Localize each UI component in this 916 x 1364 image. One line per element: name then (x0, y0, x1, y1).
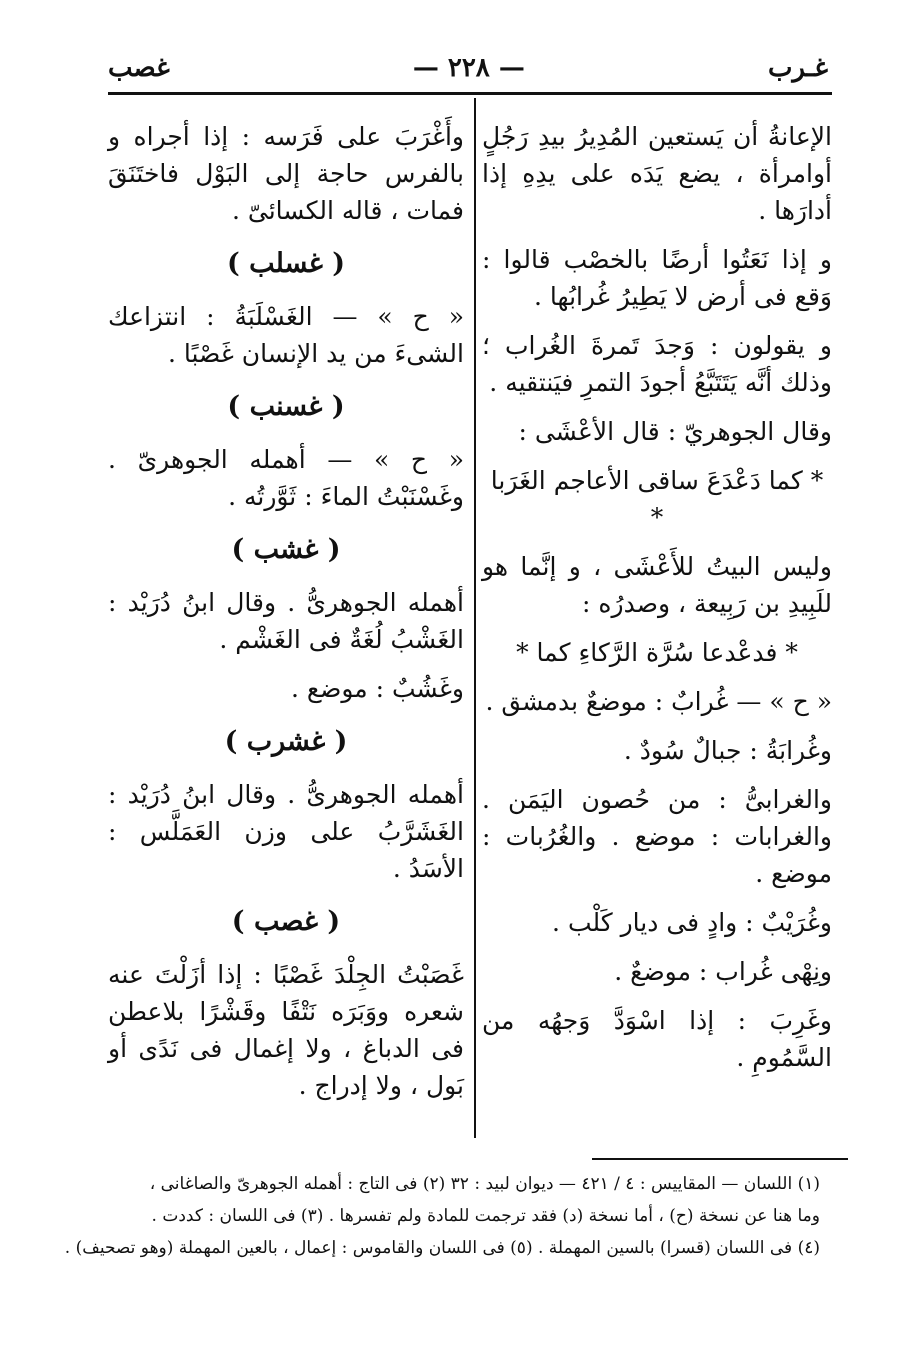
paragraph: و إذا نَعَتُوا أرضًا بالخصْب قالوا : وَقع فى أرض لا يَطِيرُ غُرابُها . (482, 245, 832, 311)
paragraph: وغَشُبٌ : موضع . (290, 674, 464, 703)
header-rule (108, 92, 832, 95)
verse: * كما دَعْدَعَ ساقى الأعاجم الغَرَبا * (490, 466, 824, 532)
page-number: — ٢٢٨ — (412, 53, 525, 83)
header-root-left: غصب (108, 53, 170, 83)
entry-heading: ( غسلب ) (226, 248, 345, 279)
entry-heading: ( غشرب ) (224, 726, 348, 757)
column-divider (474, 98, 476, 1138)
paragraph: الإعانةُ أن يَستعين المُدِيرُ بيدِ رَجُلٍ أوامرأة ، يضع يَدَه على يدِهِ إذا أدارَها . (482, 122, 832, 225)
footnote-line: (١) اللسان — المقاييس : ٤ / ٤٢١ — ديوان لبيد : ٣٢ (٢) فى التاج : أهمله الجوهرىّ والصاغانى ، (149, 1174, 820, 1194)
paragraph: وغَرِبَ : إذا اسْوَدَّ وَجهُه من السَّمُومِ . (482, 1006, 832, 1072)
right-column (482, 118, 832, 1088)
paragraph: وغُرَيْبٌ : وادٍ فى ديار كَلْب . (552, 908, 832, 937)
paragraph: أهمله الجوهرىُّ . وقال ابنُ دُرَيْد : الغَشْبُ لُغَةٌ فى الغَشْم . (108, 588, 464, 654)
paragraph: أهمله الجوهرىُّ . وقال ابنُ دُرَيْد : الغَشَرَّبُ على وزن العَمَلَّس : الأسَدُ . (108, 780, 464, 883)
paragraph: والغرابىُّ : من حُصون اليَمَن . والغرابات : موضع . والغُرُبات : موضع . (482, 785, 832, 888)
paragraph: « ح » — أهمله الجوهرىّ . وغَسْنَبْتُ الماءَ : ثَوَّرتُه . (108, 445, 464, 511)
paragraph: وقال الجوهريّ : قال الأعْشَى : (518, 417, 832, 446)
footnote-rule (592, 1158, 848, 1160)
entry-heading: ( غسنب ) (227, 391, 345, 422)
entry-heading: ( غشب ) (231, 534, 341, 565)
verse: * فدعْدعا سُرَّة الرَّكاءِ كما * (516, 638, 798, 667)
paragraph: وغُرابَةُ : جبالٌ سُودٌ . (623, 736, 832, 765)
paragraph: غَصَبْتُ الجِلْدَ غَصْبًا : إذا أزَلْتَ عنه شعره ووَبَرَه نَتْفًا وقَشْرًا بلاعطن فى الدباغ ، ولا إغمال فى نَدًى أو بَول ، ولا إدراج . (108, 960, 464, 1100)
paragraph: ونِهْى غُراب : موضعٌ . (614, 957, 832, 986)
entry-heading: ( غصب ) (231, 906, 341, 937)
footnote-line: وما هنا عن نسخة (ح) ، أما نسخة (د) فقد ترجمت للمادة ولم تفسرها . (٣) فى اللسان : كددت . (151, 1206, 820, 1226)
header-root-right: غـرب (767, 53, 828, 83)
footnote-line: (٤) فى اللسان (قسرا) بالسين المهملة . (٥) فى اللسان والقاموس : إعمال ، بالعين المهملة (وهو تصحيف) . (64, 1238, 820, 1258)
paragraph: « ح » — الغَسْلَبَةُ : انتزاعك الشىءَ من يد الإنسان غَصْبًا . (108, 302, 464, 368)
page-header (108, 46, 828, 90)
left-column (108, 118, 464, 1116)
paragraph: و يقولون : وَجدَ تَمرةَ الغُراب ؛ وذلك أنَّه يَتَتَبَّعُ أجودَ التمرِ فيَنتقيه . (482, 331, 832, 397)
footnotes (64, 1168, 820, 1264)
paragraph: « ح » — غُرابٌ : موضعٌ بدمشق . (485, 687, 832, 716)
paragraph: وليس البيتُ للأَعْشَى ، و إنَّما هو للَبِيدِ بن رَبِيعة ، وصدرُه : (482, 552, 832, 618)
paragraph: وأَغْرَبَ على فَرَسه : إذا أجراه و بالفرس حاجة إلى البَوْل فاختَنَقَ فمات ، قاله الكسائىّ . (108, 122, 464, 225)
